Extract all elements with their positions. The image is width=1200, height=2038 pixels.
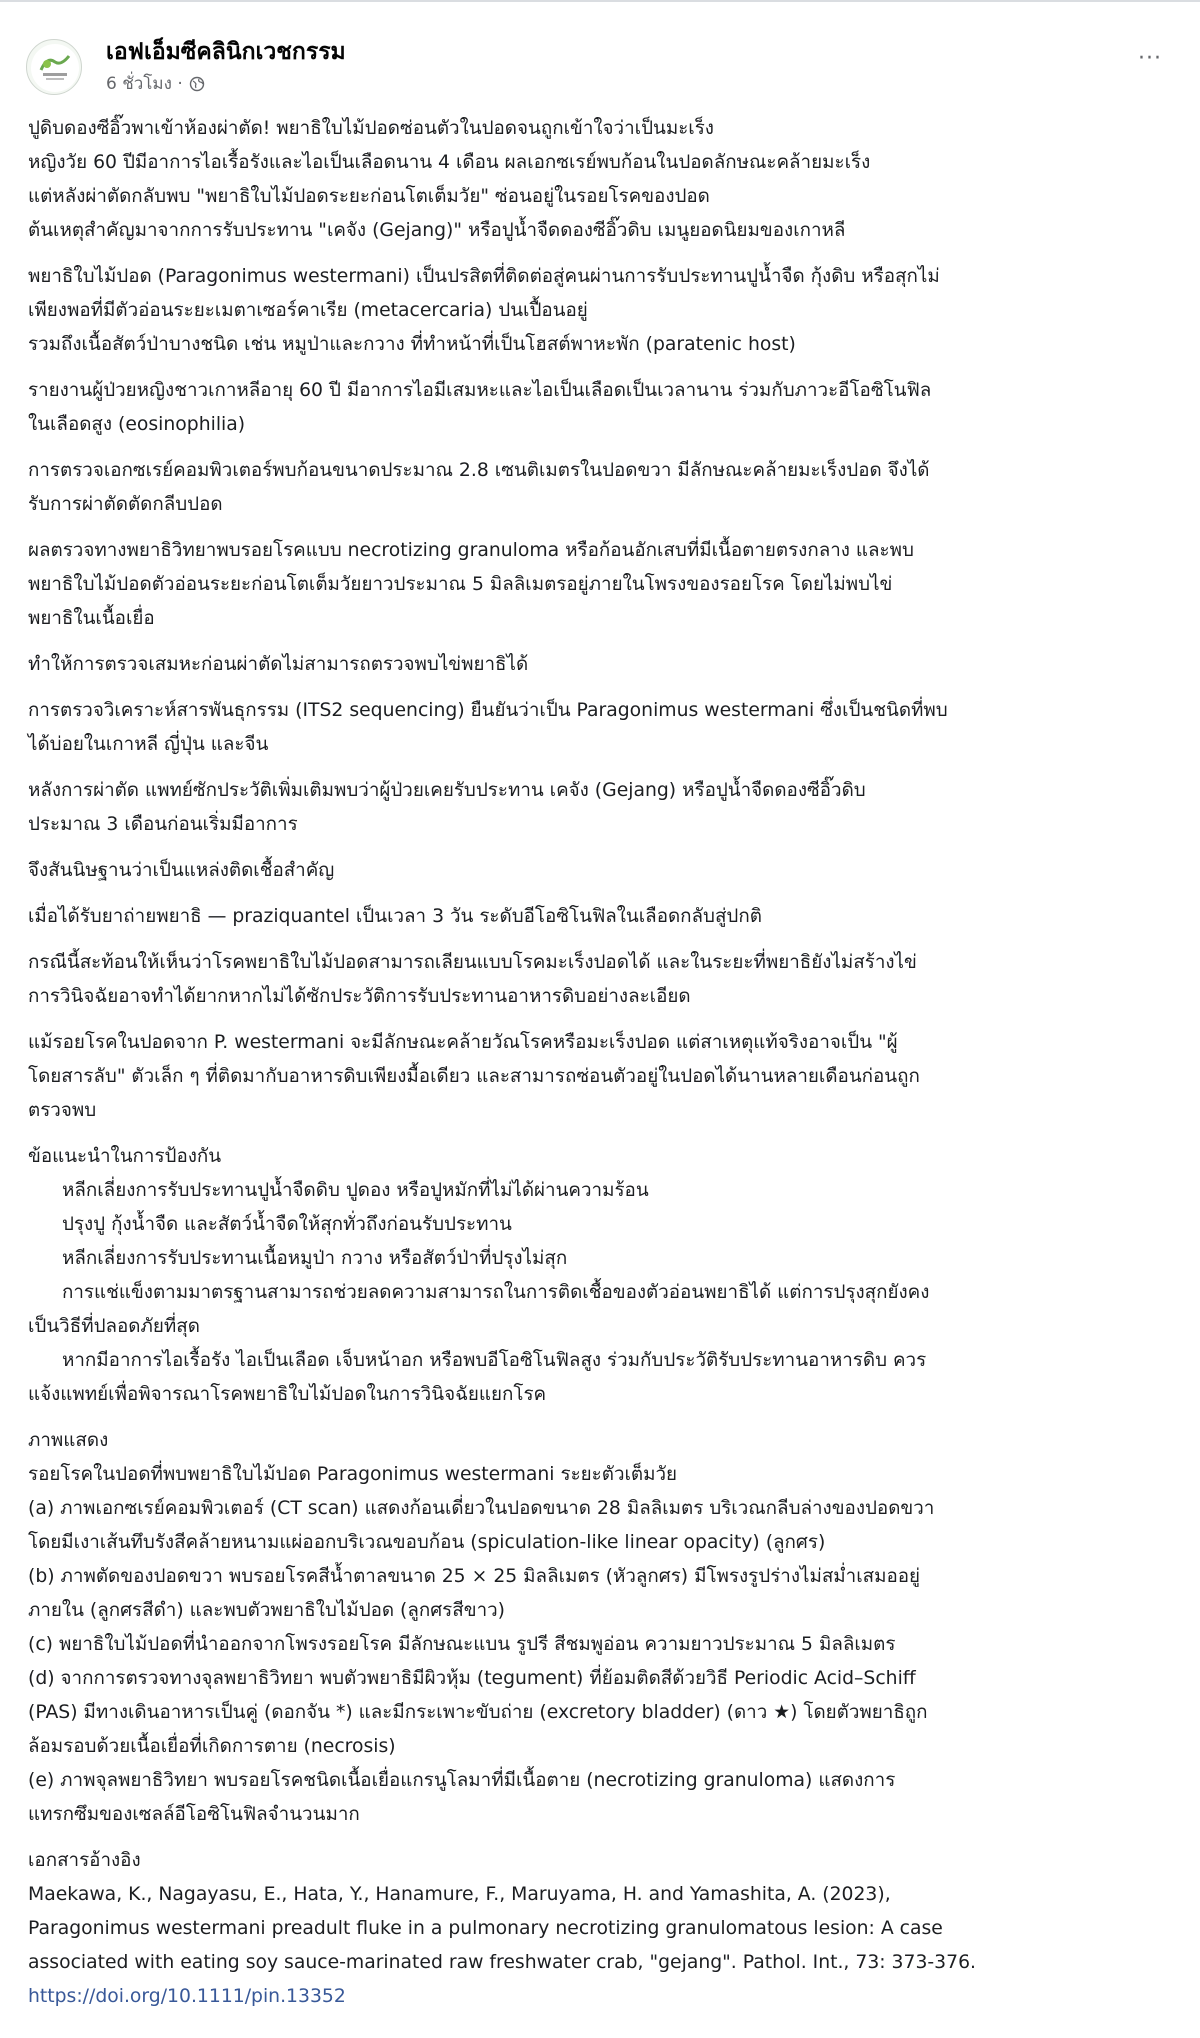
post-paragraph — [28, 854, 1172, 888]
paragraph-line: เมื่อได้รับยาถ่ายพยาธิ — praziquantel เป็นเวลา 3 วัน ระดับอีโอซิโนฟิลในเลือดกลับสู่ปกติ — [28, 906, 762, 927]
post-paragraph — [28, 454, 1172, 522]
advice-item-line: แจ้งแพทย์เพื่อพิจารณาโรคพยาธิใบไม้ปอดในการวินิจฉัยแยกโรค — [28, 1384, 547, 1405]
paragraph-line: พยาธิใบไม้ปอดตัวอ่อนระยะก่อนโตเต็มวัยยาวประมาณ 5 มิลลิเมตรอยู่ภายในโพรงของรอยโรค โดยไม่พบไข่ — [28, 574, 893, 595]
page-name[interactable]: เอฟเอ็มซีคลินิกเวชกรรม — [106, 39, 346, 65]
paragraph-line: ได้บ่อยในเกาหลี ญี่ปุ่น และจีน — [28, 734, 269, 755]
figure-caption-line: (c) พยาธิใบไม้ปอดที่นำออกจากโพรงรอยโรค มีลักษณะแบน รูปรี สีชมพูอ่อน ความยาวประมาณ 5 มิลลิเมตร — [28, 1634, 896, 1655]
paragraph-line: พยาธิในเนื้อเยื่อ — [28, 608, 155, 629]
post-paragraphs — [28, 112, 1172, 1128]
figure-caption-line: (d) จากการตรวจทางจุลพยาธิวิทยา พบตัวพยาธิมีผิวหุ้ม (tegument) ที่ย้อมติดสีด้วยวิธี Periodic Acid–Schiff — [28, 1668, 916, 1689]
paragraph-line: รวมถึงเนื้อสัตว์ป่าบางชนิด เช่น หมูป่าและกวาง ที่ทำหน้าที่เป็นโฮสต์พาหะพัก (paratenic host) — [28, 334, 796, 355]
advice-item-line: หากมีอาการไอเรื้อรัง ไอเป็นเลือด เจ็บหน้าอก หรือพบอีโอซิโนฟิลสูง ร่วมกับประวัติรับประทานอาหารดิบ ควร — [62, 1350, 927, 1371]
references-heading: เอกสารอ้างอิง — [28, 1850, 141, 1871]
clinic-logo-icon — [27, 40, 82, 95]
figure-caption — [28, 1458, 1172, 1832]
advice-item-line: หลีกเลี่ยงการรับประทานปูน้ำจืดดิบ ปูดอง หรือปูหมักที่ไม่ได้ผ่านความร้อน — [62, 1180, 649, 1201]
post-paragraph — [28, 648, 1172, 682]
figure-caption-line: (e) ภาพจุลพยาธิวิทยา พบรอยโรคชนิดเนื้อเยื่อแกรนูโลมาที่มีเนื้อตาย (necrotizing granuloma) แสดงการ — [28, 1770, 896, 1791]
paragraph-line: รายงานผู้ป่วยหญิงชาวเกาหลีอายุ 60 ปี มีอาการไอมีเสมหะและไอเป็นเลือดเป็นเวลานาน ร่วมกับภาวะอีโอซิโนฟิล — [28, 380, 932, 401]
post-header — [0, 2, 1200, 106]
figure-caption-line: (PAS) มีทางเดินอาหารเป็นคู่ (ดอกจัน *) และมีกระเพาะขับถ่าย (excretory bladder) (ดาว ★) โดยตัวพยาธิถูก — [28, 1702, 928, 1723]
post-body — [0, 106, 1200, 2014]
advice-item — [28, 1344, 1172, 1412]
paragraph-line: แต่หลังผ่าตัดกลับพบ "พยาธิใบไม้ปอดระยะก่อนโตเต็มวัย" ซ่อนอยู่ในรอยโรคของปอด — [28, 186, 710, 207]
paragraph-line: รับการผ่าตัดตัดกลีบปอด — [28, 494, 223, 515]
references-section — [28, 1844, 1172, 2014]
advice-heading: ข้อแนะนำในการป้องกัน — [28, 1146, 222, 1167]
post-paragraph — [28, 534, 1172, 636]
figure-caption-line: แทรกซึมของเซลล์อีโอซิโนฟิลจำนวนมาก — [28, 1804, 360, 1825]
paragraph-line: โดยสารลับ" ตัวเล็ก ๆ ที่ติดมากับอาหารดิบเพียงมื้อเดียว และสามารถซ่อนตัวอยู่ในปอดได้นานหลายเดือนก่อนถูก — [28, 1066, 920, 1087]
advice-item-line: เป็นวิธีที่ปลอดภัยที่สุด — [28, 1316, 200, 1337]
paragraph-line: ผลตรวจทางพยาธิวิทยาพบรอยโรคแบบ necrotizing granuloma หรือก้อนอักเสบที่มีเนื้อตายตรงกลาง และพบ — [28, 540, 914, 561]
page-avatar[interactable] — [26, 39, 82, 95]
post-paragraph — [28, 1026, 1172, 1128]
advice-list — [28, 1174, 1172, 1412]
paragraph-line: จึงสันนิษฐานว่าเป็นแหล่งติดเชื้อสำคัญ — [28, 860, 335, 881]
advice-item — [28, 1242, 1172, 1276]
advice-item — [28, 1276, 1172, 1344]
post-paragraph — [28, 694, 1172, 762]
figure-caption-line: ภายใน (ลูกศรสีดำ) และพบตัวพยาธิใบไม้ปอด (ลูกศรสีขาว) — [28, 1600, 505, 1621]
paragraph-line: หลังการผ่าตัด แพทย์ซักประวัติเพิ่มเติมพบว่าผู้ป่วยเคยรับประทาน เคจัง (Gejang) หรือปูน้ำจืดดองซีอิ๊วดิบ — [28, 780, 866, 801]
reference-line: Paragonimus westermani preadult fluke in a pulmonary necrotizing granulomatous lesion: A case — [28, 1918, 943, 1939]
figure-caption-line: โดยมีเงาเส้นทึบรังสีคล้ายหนามแผ่ออกบริเวณขอบก้อน (spiculation-like linear opacity) (ลูกศร) — [28, 1532, 826, 1553]
figure-caption-line: (a) ภาพเอกซเรย์คอมพิวเตอร์ (CT scan) แสดงก้อนเดี่ยวในปอดขนาด 28 มิลลิเมตร บริเวณกลีบล่างของปอดขวา — [28, 1498, 935, 1519]
paragraph-line: พยาธิใบไม้ปอด (Paragonimus westermani) เป็นปรสิตที่ติดต่อสู่คนผ่านการรับประทานปูน้ำจืด กุ้งดิบ หรือสุกไม่ — [28, 266, 940, 287]
advice-item-line: ปรุงปู กุ้งน้ำจืด และสัตว์น้ำจืดให้สุกทั่วถึงก่อนรับประทาน — [62, 1214, 512, 1235]
post-meta — [106, 70, 205, 97]
post-paragraph — [28, 946, 1172, 1014]
paragraph-line: ตรวจพบ — [28, 1100, 97, 1121]
paragraph-line: เพียงพอที่มีตัวอ่อนระยะเมตาเซอร์คาเรีย (metacercaria) ปนเปื้อนอยู่ — [28, 300, 588, 321]
reference-text — [28, 1878, 1172, 1980]
advice-item-line: หลีกเลี่ยงการรับประทานเนื้อหมูป่า กวาง หรือสัตว์ป่าที่ปรุงไม่สุก — [62, 1248, 568, 1269]
paragraph-line: ทำให้การตรวจเสมหะก่อนผ่าตัดไม่สามารถตรวจพบไข่พยาธิได้ — [28, 654, 529, 675]
reference-line: Maekawa, K., Nagayasu, E., Hata, Y., Hanamure, F., Maruyama, H. and Yamashita, A. (2023), — [28, 1884, 891, 1905]
post-timestamp[interactable]: 6 ชั่วโมง · — [106, 74, 183, 94]
paragraph-line: การตรวจเอกซเรย์คอมพิวเตอร์พบก้อนขนาดประมาณ 2.8 เซนติเมตรในปอดขวา มีลักษณะคล้ายมะเร็งปอด จึงได้ — [28, 460, 930, 481]
paragraph-line: ปูดิบดองซีอิ๊วพาเข้าห้องผ่าตัด! พยาธิใบไม้ปอดซ่อนตัวในปอดจนถูกเข้าใจว่าเป็นมะเร็ง — [28, 118, 714, 139]
globe-icon — [189, 76, 205, 92]
paragraph-line: กรณีนี้สะท้อนให้เห็นว่าโรคพยาธิใบไม้ปอดสามารถเลียนแบบโรคมะเร็งปอดได้ และในระยะที่พยาธิยังไม่สร้างไข่ — [28, 952, 917, 973]
advice-item-line: การแช่แข็งตามมาตรฐานสามารถช่วยลดความสามารถในการติดเชื้อของตัวอ่อนพยาธิได้ แต่การปรุงสุกยังคง — [62, 1282, 930, 1303]
paragraph-line: ต้นเหตุสำคัญมาจากการรับประทาน "เคจัง (Gejang)" หรือปูน้ำจืดดองซีอิ๊วดิบ เมนูยอดนิยมของเกาหลี — [28, 220, 846, 241]
post-paragraph — [28, 112, 1172, 248]
paragraph-line: แม้รอยโรคในปอดจาก P. westermani จะมีลักษณะคล้ายวัณโรคหรือมะเร็งปอด แต่สาเหตุแท้จริงอาจเป็น "ผู้ — [28, 1032, 898, 1053]
post-paragraph — [28, 260, 1172, 362]
post-paragraph — [28, 900, 1172, 934]
figure-heading: ภาพแสดง — [28, 1430, 109, 1451]
reference-doi-link[interactable]: https://doi.org/10.1111/pin.13352 — [28, 1986, 346, 2007]
advice-section — [28, 1140, 1172, 1412]
figure-caption-line: ล้อมรอบด้วยเนื้อเยื่อที่เกิดการตาย (necrosis) — [28, 1736, 396, 1757]
paragraph-line: การวินิจฉัยอาจทำได้ยากหากไม่ได้ซักประวัติการรับประทานอาหารดิบอย่างละเอียด — [28, 986, 691, 1007]
post-paragraph — [28, 374, 1172, 442]
figure-caption-line: (b) ภาพตัดของปอดขวา พบรอยโรคสีน้ำตาลขนาด 25 × 25 มิลลิเมตร (หัวลูกศร) มีโพรงรูปร่างไม่สม่ำเสมออยู่ — [28, 1566, 921, 1587]
advice-item — [28, 1174, 1172, 1208]
more-options-button[interactable]: ··· — [1138, 46, 1162, 71]
paragraph-line: หญิงวัย 60 ปีมีอาการไอเรื้อรังและไอเป็นเลือดนาน 4 เดือน ผลเอกซเรย์พบก้อนในปอดลักษณะคล้ายมะเร็ง — [28, 152, 871, 173]
paragraph-line: ในเลือดสูง (eosinophilia) — [28, 414, 246, 435]
paragraph-line: ประมาณ 3 เดือนก่อนเริ่มมีอาการ — [28, 814, 298, 835]
paragraph-line: การตรวจวิเคราะห์สารพันธุกรรม (ITS2 sequencing) ยืนยันว่าเป็น Paragonimus westermani ซึ่งเป็นชนิดที่พบ — [28, 700, 948, 721]
reference-line: associated with eating soy sauce-marinated raw freshwater crab, "gejang". Pathol. Int., 73: 373-376. — [28, 1952, 977, 1973]
post-paragraph — [28, 774, 1172, 842]
figure-caption-line: รอยโรคในปอดที่พบพยาธิใบไม้ปอด Paragonimus westermani ระยะตัวเต็มวัย — [28, 1464, 678, 1485]
figure-caption-section — [28, 1424, 1172, 1832]
advice-item — [28, 1208, 1172, 1242]
